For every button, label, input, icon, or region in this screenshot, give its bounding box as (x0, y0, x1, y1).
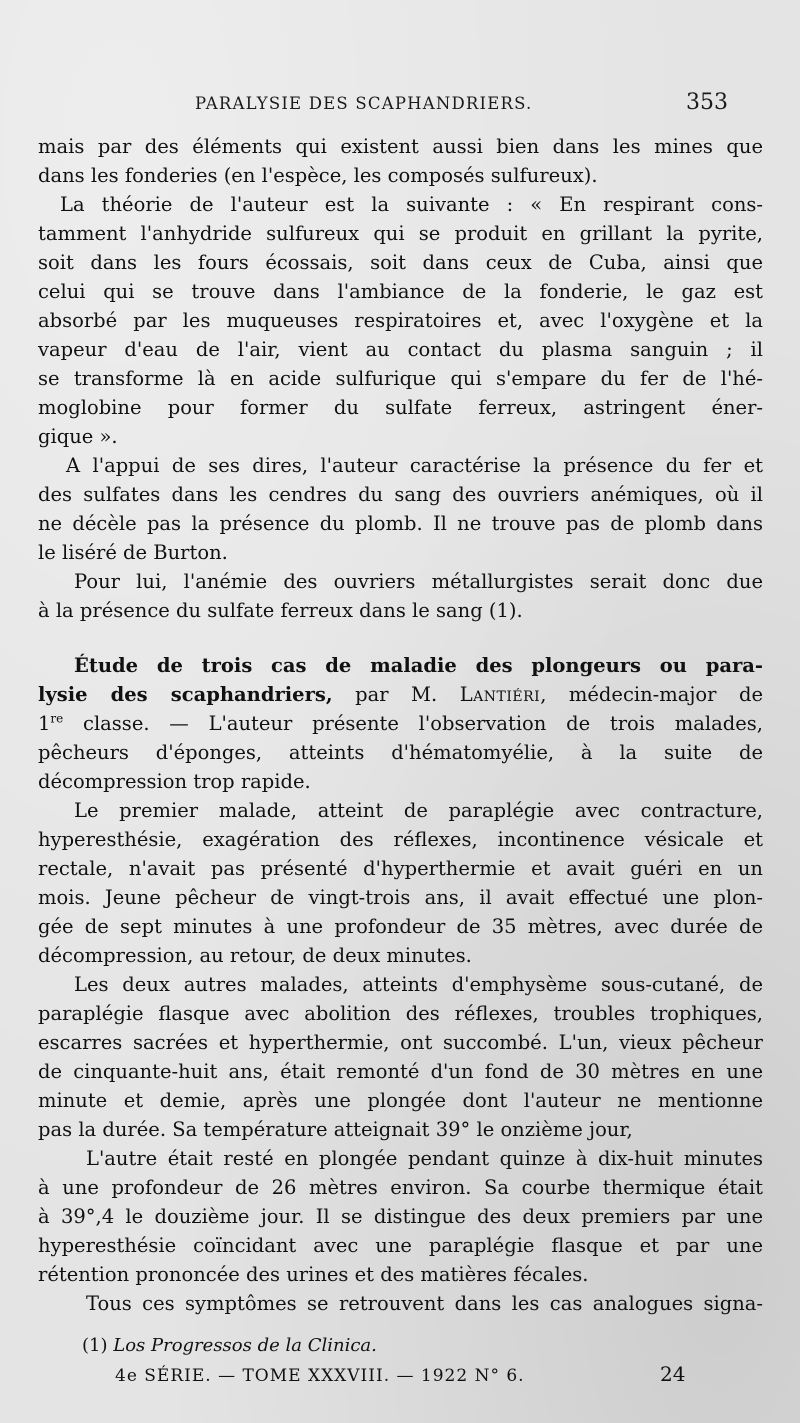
text-line (38, 709, 763, 738)
text-line: mois. Jeune pêcheur de vingt-trois ans, il avait effectué une plon- (38, 886, 763, 909)
text-line: Pour lui, l'anémie des ouvriers métallurgistes serait donc due (74, 570, 763, 593)
text-line: Tous ces symptômes se retrouvent dans les cas analogues signa- (86, 1292, 763, 1315)
text-line-rest: classe. — L'auteur présente l'observation de trois malades, (63, 712, 763, 735)
running-head: PARALYSIE DES SCAPHANDRIERS. (195, 94, 533, 113)
text-line: moglobine pour former du sulfate ferreux, astringent éner- (38, 396, 763, 419)
text-line: dans les fonderies (en l'espèce, les composés sulfureux). (38, 164, 598, 187)
text-line: décompression trop rapide. (38, 770, 311, 793)
text-line: hyperesthésie, exagération des réflexes, incontinence vésicale et (38, 828, 763, 851)
section-title-end: lysie des scaphandriers, (38, 683, 333, 706)
text-line: des sulfates dans les cendres du sang des ouvriers anémiques, où il (38, 483, 763, 506)
author-name: Lantiéri (459, 683, 541, 706)
series-line: 4e SÉRIE. — TOME XXXVIII. — 1922 N° 6. (115, 1366, 525, 1386)
text-line: mais par des éléments qui existent aussi bien dans les mines que (38, 135, 763, 158)
text-line: à une profondeur de 26 mètres environ. Sa courbe thermique était (38, 1176, 763, 1199)
author-rank: , médecin-major de (540, 683, 763, 706)
text-line: gique ». (38, 425, 118, 448)
section-title-line (38, 680, 763, 709)
text-line: le liséré de Burton. (38, 541, 228, 564)
footnote (82, 1335, 377, 1356)
text-line: tamment l'anhydride sulfureux qui se produit en grillant la pyrite, (38, 222, 763, 245)
text-line: pas la durée. Sa température atteignait 39° le onzième jour, (38, 1118, 633, 1141)
text-line: Les deux autres malades, atteints d'emphysème sous-cutané, de (74, 973, 763, 996)
section-gap (38, 625, 763, 651)
text-line: à 39°,4 le douzième jour. Il se distingue des deux premiers par une (38, 1205, 763, 1228)
text-line: minute et demie, après une plongée dont l'auteur ne mentionne (38, 1089, 763, 1112)
footnote-source: Los Progressos de la Clinica. (113, 1335, 377, 1356)
text-line: celui qui se trouve dans l'ambiance de la fonderie, le gaz est (38, 280, 763, 303)
text-line: de cinquante-huit ans, était remonté d'un fond de 30 mètres en une (38, 1060, 763, 1083)
text-line: rectale, n'avait pas présenté d'hyperthermie et avait guéri en un (38, 857, 763, 880)
author-prefix: par M. (355, 683, 438, 706)
text-line: absorbé par les muqueuses respiratoires et, avec l'oxygène et la (38, 309, 763, 332)
text-line: rétention prononcée des urines et des matières fécales. (38, 1263, 589, 1286)
text-line: pêcheurs d'éponges, atteints d'hématomyélie, à la suite de (38, 741, 763, 764)
class-number: 1 (38, 712, 51, 735)
text-line: Le premier malade, atteint de paraplégie avec contracture, (74, 799, 763, 822)
text-line: soit dans les fours écossais, soit dans ceux de Cuba, ainsi que (38, 251, 763, 274)
signature-mark: 24 (660, 1362, 686, 1386)
text-line: La théorie de l'auteur est la suivante : « En respirant cons- (60, 193, 763, 216)
page-number: 353 (686, 90, 728, 115)
footnote-marker: (1) (82, 1335, 108, 1356)
class-ordinal: re (50, 711, 64, 726)
text-line: escarres sacrées et hyperthermie, ont succombé. L'un, vieux pêcheur (38, 1031, 763, 1054)
text-line: décompression, au retour, de deux minutes. (38, 944, 472, 967)
text-line: à la présence du sulfate ferreux dans le sang (1). (38, 599, 523, 622)
text-line: hyperesthésie coïncidant avec une paraplégie flasque et par une (38, 1234, 763, 1257)
body-text (38, 132, 763, 1318)
text-line: vapeur d'eau de l'air, vient au contact du plasma sanguin ; il (38, 338, 763, 361)
text-line: gée de sept minutes à une profondeur de 35 mètres, avec durée de (38, 915, 763, 938)
text-line: ne décèle pas la présence du plomb. Il ne trouve pas de plomb dans (38, 512, 763, 535)
section-title-line (38, 651, 763, 680)
text-line: A l'appui de ses dires, l'auteur caractérise la présence du fer et (66, 454, 763, 477)
text-line: paraplégie flasque avec abolition des réflexes, troubles trophiques, (38, 1002, 763, 1025)
text-line: se transforme là en acide sulfurique qui s'empare du fer de l'hé- (38, 367, 763, 390)
section-title: Étude de trois cas de maladie des plongeurs ou para- (74, 654, 763, 677)
text-line: L'autre était resté en plongée pendant quinze à dix-huit minutes (86, 1147, 763, 1170)
